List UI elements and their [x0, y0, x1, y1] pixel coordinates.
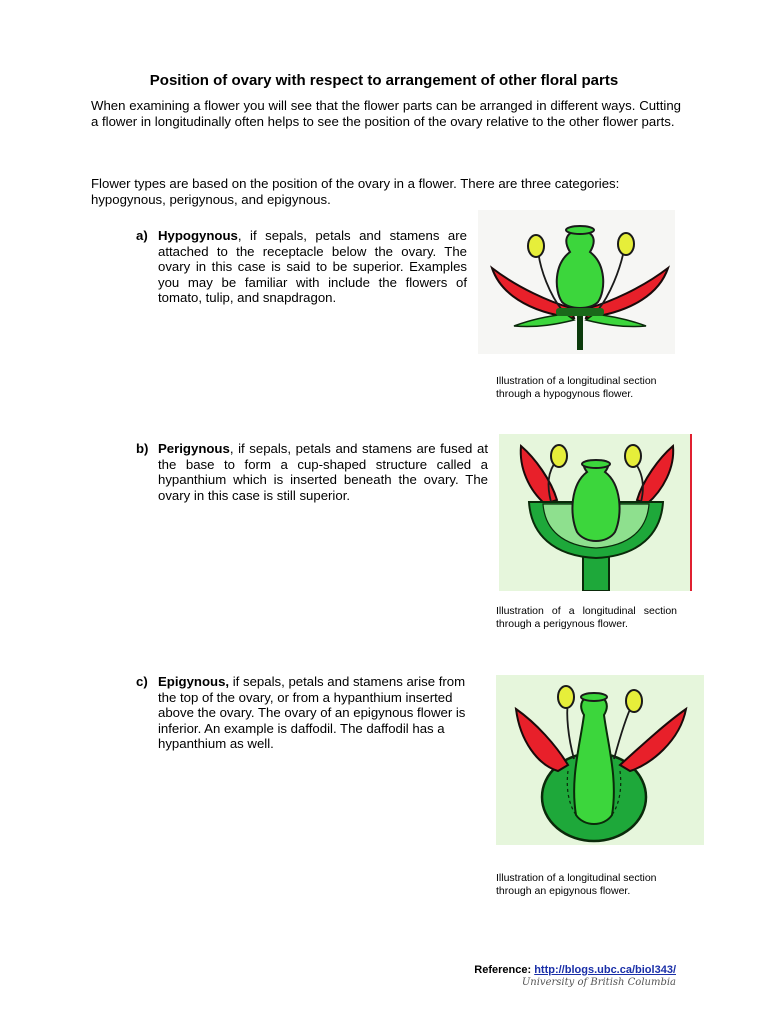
item-term: Epigynous, [158, 674, 230, 689]
reference-label: Reference: [474, 964, 532, 976]
item-text: if sepals, petals and stamens arise from the top of the ovary, or from a hypanthium inserted above the ovary. The ovary of an epigynous flower is inferior. An example is daffodil. The daffodil has a hypanthium as well. [158, 674, 466, 751]
epigynous-flower-illustration [496, 675, 704, 845]
intro-paragraph: When examining a flower you will see that the flower parts can be arranged in different ways. Cutting a flower in longitudinally often helps to see the position of the ovary relative to the other flower parts. [91, 98, 681, 129]
reference-line [474, 964, 676, 976]
item-hypogynous [136, 228, 467, 328]
item-epigynous [136, 674, 486, 754]
types-intro-paragraph: Flower types are based on the position of the ovary in a flower. There are three categories: hypogynous, perigynous, and epigynous. [91, 176, 620, 207]
perigynous-flower-illustration [499, 434, 692, 591]
item-body [158, 228, 467, 306]
hypogynous-flower-illustration [478, 210, 675, 354]
caption-perigynous: Illustration of a longitudinal section through a perigynous flower. [496, 605, 677, 630]
caption-epigynous: Illustration of a longitudinal section through an epigynous flower. [496, 872, 657, 897]
institution-name: University of British Columbia [521, 977, 676, 988]
item-label: a) [136, 228, 148, 243]
item-text: , if sepals, petals and stamens are fused at the base to form a cup-shaped structure called a hypanthium which is inserted beneath the ovary. The ovary in this case is still superior. [158, 441, 488, 503]
item-text: , if sepals, petals and stamens are attached to the receptacle below the ovary. The ovary in this case is said to be superior. Examples you may be familiar with include the flowers of tomato, tulip, and snapdragon. [158, 228, 467, 305]
item-body [158, 674, 486, 752]
item-term: Hypogynous [158, 228, 238, 243]
caption-hypogynous: Illustration of a longitudinal section through a hypogynous flower. [496, 375, 657, 400]
item-perigynous [136, 441, 488, 511]
item-body [158, 441, 488, 503]
item-label: b) [136, 441, 149, 456]
item-label: c) [136, 674, 148, 689]
page-title: Position of ovary with respect to arrangement of other floral parts [149, 72, 619, 89]
reference-link[interactable]: http://blogs.ubc.ca/biol343/ [534, 964, 676, 976]
item-term: Perigynous [158, 441, 230, 456]
